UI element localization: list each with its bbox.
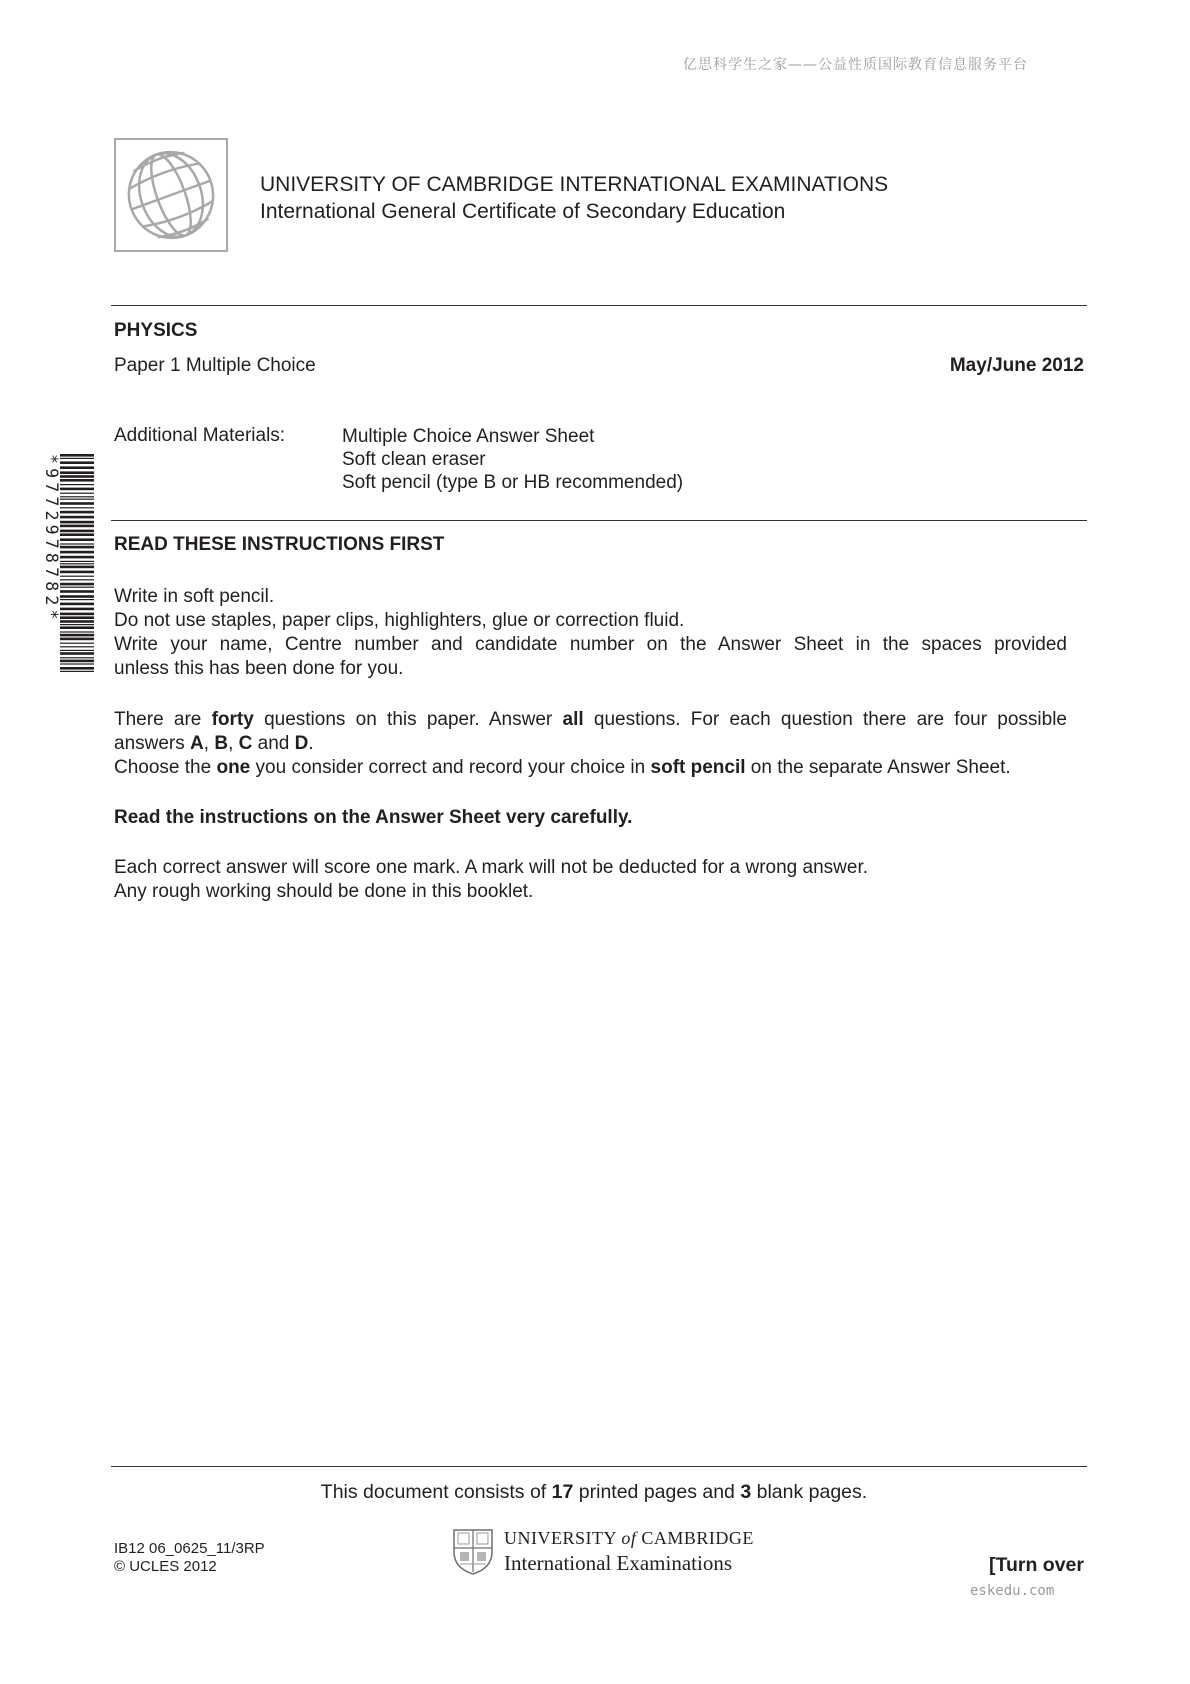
barcode-bar	[60, 646, 94, 647]
text-run: UNIVERSITY	[504, 1528, 617, 1548]
emphasis: all	[562, 709, 584, 730]
paper-title: Paper 1 Multiple Choice	[114, 355, 316, 376]
page-count	[294, 1481, 894, 1504]
barcode-bar	[60, 603, 94, 606]
exam-board: UNIVERSITY OF CAMBRIDGE INTERNATIONAL EXAMINATIONS	[260, 173, 889, 196]
barcode-bar	[60, 608, 94, 611]
barcode-bar	[60, 475, 94, 478]
barcode-bar	[60, 590, 94, 593]
instruction-line: Each correct answer will score one mark. A mark will not be deducted for a wrong answer.	[114, 857, 869, 878]
barcode	[38, 452, 96, 678]
barcode-bar	[60, 521, 94, 524]
text-run: ,	[203, 733, 215, 754]
instruction-line: Do not use staples, paper clips, highlighters, glue or correction fluid.	[114, 610, 685, 631]
emphasis: C	[238, 733, 253, 754]
barcode-bar	[60, 546, 94, 549]
text-run: ,	[228, 733, 239, 754]
watermark-bottom: eskedu.com	[970, 1583, 1055, 1599]
emphasis: D	[294, 733, 309, 754]
instruction-line	[114, 732, 1067, 756]
barcode-bar	[60, 631, 94, 632]
exam-session: May/June 2012	[949, 355, 1084, 376]
qualification: International General Certificate of Secondary Education	[260, 200, 786, 223]
blank-pages: 3	[740, 1481, 752, 1503]
text-run: blank pages.	[751, 1481, 868, 1503]
text-run: .	[308, 733, 314, 754]
barcode-bar	[60, 488, 94, 491]
barcode-bar	[60, 499, 94, 500]
instructions-block-2	[114, 708, 1067, 780]
emphasis: one	[216, 757, 251, 778]
text-run: This document consists of	[320, 1481, 552, 1503]
cambridge-crest-icon	[452, 1528, 494, 1576]
barcode-bar	[60, 671, 94, 672]
instructions-block-1	[114, 585, 1067, 681]
materials-item: Multiple Choice Answer Sheet	[342, 426, 595, 447]
barcode-bar	[60, 624, 94, 625]
barcode-bar	[60, 634, 94, 637]
barcode-bar	[60, 543, 94, 544]
barcode-bar	[60, 663, 94, 664]
barcode-bar	[60, 643, 94, 644]
barcode-bar	[60, 566, 94, 569]
barcode-bar	[60, 525, 94, 528]
barcode-bar	[60, 660, 94, 663]
barcode-bar	[60, 638, 94, 641]
text-run: and	[252, 733, 295, 754]
globe-logo	[114, 138, 228, 252]
text-run: questions. For each question there are four possible	[583, 709, 1067, 730]
barcode-bar	[60, 530, 94, 533]
materials-item: Soft pencil (type B or HB recommended)	[342, 472, 684, 493]
instruction-line: unless this has been done for you.	[114, 658, 404, 679]
copyright: © UCLES 2012	[114, 1558, 217, 1575]
text-run: you consider correct and record your choice in	[250, 757, 651, 778]
barcode-bar	[60, 595, 94, 598]
emphasis: A	[190, 733, 204, 754]
barcode-bar	[60, 620, 94, 623]
cambridge-wordmark	[504, 1528, 754, 1576]
barcode-bar	[60, 516, 94, 519]
barcode-bar	[60, 458, 94, 459]
text-run: answers	[114, 733, 191, 754]
watermark-top: 亿思科学生之家——公益性质国际教育信息服务平台	[683, 57, 1028, 73]
barcode-bar	[60, 652, 94, 655]
instruction-line	[114, 708, 1067, 732]
materials-item: Soft clean eraser	[342, 449, 486, 470]
barcode-bar	[60, 556, 94, 559]
text-run: on the separate Answer Sheet.	[745, 757, 1011, 778]
printed-pages: 17	[551, 1481, 574, 1503]
materials-list	[342, 425, 683, 494]
globe-icon	[116, 140, 226, 250]
emphasis: soft pencil	[650, 757, 746, 778]
divider-instructions	[111, 520, 1087, 521]
text-run: Choose the	[114, 757, 217, 778]
barcode-bar	[60, 533, 94, 536]
barcode-bar	[60, 479, 94, 482]
barcode-bar	[60, 496, 94, 497]
barcode-bar	[60, 579, 94, 580]
barcode-bar	[60, 561, 94, 562]
instructions-heading: READ THESE INSTRUCTIONS FIRST	[114, 534, 445, 555]
barcode-bar	[60, 471, 94, 474]
barcode-bar	[60, 511, 94, 514]
barcode-bar	[60, 538, 94, 541]
barcode-bar	[60, 493, 94, 494]
text-run: questions on this paper. Answer	[253, 709, 563, 730]
text-run: International Examinations	[504, 1551, 733, 1575]
instruction-line: Write your name, Centre number and candidate number on the Answer Sheet in the spaces provided	[114, 634, 1067, 655]
text-run: printed pages and	[573, 1481, 741, 1503]
barcode-bar	[60, 667, 94, 670]
instruction-line: Read the instructions on the Answer Sheet very carefully.	[114, 807, 633, 828]
barcode-bar	[60, 551, 94, 554]
barcode-bar	[60, 626, 94, 629]
barcode-bar	[60, 461, 94, 464]
instruction-line: Any rough working should be done in this booklet.	[114, 881, 534, 902]
barcode-bar	[60, 587, 94, 588]
barcode-bar	[60, 650, 94, 651]
barcode-bar	[60, 616, 94, 619]
divider-top	[111, 305, 1087, 306]
barcode-bar	[60, 563, 94, 564]
paper-code: IB12 06_0625_11/3RP	[114, 1540, 265, 1557]
barcode-bar	[60, 507, 94, 508]
barcode-bar	[60, 657, 94, 658]
exam-header	[260, 171, 888, 225]
divider-footer	[111, 1466, 1087, 1467]
instruction-line	[114, 756, 1067, 780]
emphasis: B	[214, 733, 229, 754]
barcode-bar	[60, 571, 94, 574]
barcode-bar	[60, 466, 94, 469]
text-run: CAMBRIDGE	[641, 1528, 754, 1548]
instructions-block-3	[114, 806, 1067, 830]
instruction-line: Write in soft pencil.	[114, 586, 275, 607]
emphasis: forty	[211, 709, 254, 730]
barcode-bar	[60, 583, 94, 586]
materials-label: Additional Materials:	[114, 425, 286, 446]
text-run: There are	[114, 709, 212, 730]
text-run: of	[621, 1528, 637, 1548]
barcode-bar	[60, 613, 94, 616]
instructions-block-4	[114, 856, 1067, 904]
barcode-bar	[60, 502, 94, 505]
barcode-bar	[60, 599, 94, 600]
barcode-bar	[60, 576, 94, 577]
barcode-bar	[60, 484, 94, 485]
barcode-text: *9772978782*	[42, 454, 61, 624]
subject: PHYSICS	[114, 320, 198, 341]
turn-over: [Turn over	[989, 1554, 1084, 1576]
document-code	[114, 1540, 265, 1576]
barcode-bar	[60, 454, 94, 457]
